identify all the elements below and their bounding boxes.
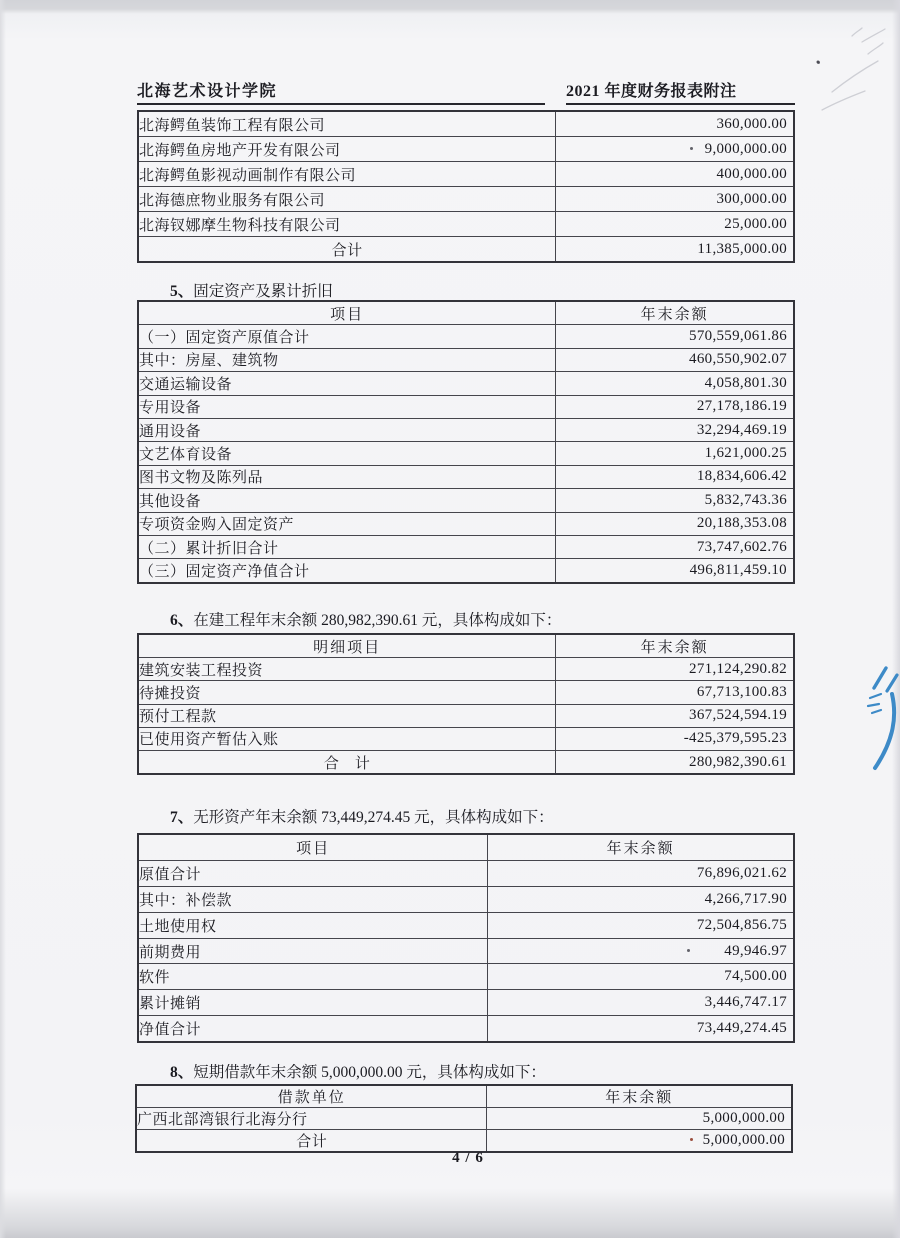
table-row [138,395,794,418]
table-row [136,1108,792,1130]
item-label-cell: 合 计 [138,750,556,774]
table-row [138,512,794,535]
table-row [138,348,794,371]
section6-heading [170,611,561,631]
item-label-cell: 北海鳄鱼装饰工程有限公司 [138,111,556,137]
table-row [136,1130,792,1153]
table-row [138,1016,794,1042]
amount-cell: 73,747,602.76 [556,535,794,558]
fixed-assets-table [137,300,795,584]
amount-cell: 4,266,717.90 [488,886,794,912]
item-label-cell: 合计 [136,1130,487,1153]
item-label-cell: 建筑安装工程投资 [138,658,556,681]
table-header-row [138,301,794,325]
table-row [138,489,794,512]
item-label-cell: （二）累计折旧合计 [138,535,556,558]
table-row [138,727,794,750]
item-label-cell: 原值合计 [138,860,488,886]
column-header: 明细项目 [138,634,556,658]
table-row [138,325,794,348]
short-term-loans-table [135,1084,793,1153]
amount-cell: 27,178,186.19 [556,395,794,418]
column-header: 项目 [138,301,556,325]
column-header: 年末余额 [488,834,794,860]
table-row [138,465,794,488]
amount-cell: 496,811,459.10 [556,559,794,583]
item-label-cell: 北海鳄鱼影视动画制作有限公司 [138,162,556,187]
table-row [138,681,794,704]
section5-title: 固定资产及累计折旧 [193,283,333,300]
section8-title: 短期借款年末余额 5,000,000.00 元，具体构成如下： [193,1064,546,1081]
amount-cell: 25,000.00 [556,212,794,237]
table-row [138,559,794,583]
ink-speck [690,147,693,150]
financial-table [137,633,795,775]
table-row [138,704,794,727]
amount-cell: 5,000,000.00 [487,1108,792,1130]
amount-cell: 460,550,902.07 [556,348,794,371]
item-label-cell: 其中：房屋、建筑物 [138,348,556,371]
column-header: 项目 [138,834,488,860]
item-label-cell: 前期费用 [138,938,488,964]
page-left-edge-shadow [0,0,6,1238]
section7-title: 无形资产年末余额 73,449,274.45 元，具体构成如下： [193,809,554,826]
amount-cell: 271,124,290.82 [556,658,794,681]
amount-cell: 367,524,594.19 [556,704,794,727]
amount-cell: 20,188,353.08 [556,512,794,535]
table-row [138,658,794,681]
table-row [138,111,794,137]
amount-cell: 570,559,061.86 [556,325,794,348]
column-header: 年末余额 [487,1085,792,1108]
item-label-cell: 土地使用权 [138,912,488,938]
table-row [138,860,794,886]
section7-heading [170,808,554,828]
amount-cell: 5,000,000.00 [487,1130,792,1153]
header-report-title: 2021 年度财务报表附注 [566,80,795,105]
item-label-cell: 专项资金购入固定资产 [138,512,556,535]
table-row [138,418,794,441]
amount-cell: 74,500.00 [488,964,794,990]
section6-number: 6、 [170,612,194,629]
ink-speck [817,61,820,64]
financial-table [135,1084,793,1153]
amount-cell: 76,896,021.62 [488,860,794,886]
amount-cell: 67,713,100.83 [556,681,794,704]
item-label-cell: 预付工程款 [138,704,556,727]
table-row [138,750,794,774]
table-row [138,912,794,938]
ink-speck [690,1138,693,1141]
ink-speck [687,949,690,952]
section5-heading [170,282,333,302]
item-label-cell: 软件 [138,964,488,990]
item-label-cell: 合计 [138,237,556,263]
amount-cell: 49,946.97 [488,938,794,964]
amount-cell: 400,000.00 [556,162,794,187]
section8-heading [170,1063,546,1083]
item-label-cell: 净值合计 [138,1016,488,1042]
amount-cell: 11,385,000.00 [556,237,794,263]
column-header: 年末余额 [556,634,794,658]
table-row [138,137,794,162]
amount-cell: 280,982,390.61 [556,750,794,774]
item-label-cell: 待摊投资 [138,681,556,704]
item-label-cell: 累计摊销 [138,990,488,1016]
item-label-cell: 交通运输设备 [138,372,556,395]
item-label-cell: 专用设备 [138,395,556,418]
section5-number: 5、 [170,283,194,300]
amount-cell: 5,832,743.36 [556,489,794,512]
column-header: 年末余额 [556,301,794,325]
item-label-cell: 已使用资产暂估入账 [138,727,556,750]
item-label-cell: （一）固定资产原值合计 [138,325,556,348]
column-header: 借款单位 [136,1085,487,1108]
amount-cell: 32,294,469.19 [556,418,794,441]
equity-investments-table [137,110,795,263]
table-row [138,535,794,558]
table-row [138,237,794,263]
footer-page-number: 4 / 6 [452,1150,484,1166]
item-label-cell: 北海钗娜摩生物科技有限公司 [138,212,556,237]
item-label-cell: 其他设备 [138,489,556,512]
table-row [138,886,794,912]
amount-cell: 300,000.00 [556,187,794,212]
amount-cell: 73,449,274.45 [488,1016,794,1042]
item-label-cell: 北海德庶物业服务有限公司 [138,187,556,212]
header-school-name: 北海艺术设计学院 [137,80,545,105]
financial-table [137,300,795,584]
table-row [138,372,794,395]
item-label-cell: 文艺体育设备 [138,442,556,465]
table-row [138,938,794,964]
table-row [138,162,794,187]
table-row [138,212,794,237]
amount-cell: -425,379,595.23 [556,727,794,750]
amount-cell: 3,446,747.17 [488,990,794,1016]
amount-cell: 360,000.00 [556,111,794,137]
table-row [138,442,794,465]
section8-number: 8、 [170,1064,194,1081]
amount-cell: 18,834,606.42 [556,465,794,488]
table-row [138,990,794,1016]
construction-in-progress-table [137,633,795,775]
intangible-assets-table [137,833,795,1043]
amount-cell: 72,504,856.75 [488,912,794,938]
table-row [138,964,794,990]
blue-pen-mark [856,664,900,774]
table-header-row [138,634,794,658]
financial-table [137,110,795,263]
amount-cell: 9,000,000.00 [556,137,794,162]
page-right-edge-shadow [892,0,900,1238]
item-label-cell: 通用设备 [138,418,556,441]
amount-cell: 4,058,801.30 [556,372,794,395]
item-label-cell: 广西北部湾银行北海分行 [136,1108,487,1130]
item-label-cell: 其中：补偿款 [138,886,488,912]
section6-title: 在建工程年末余额 280,982,390.61 元，具体构成如下： [193,612,562,629]
financial-table [137,833,795,1043]
item-label-cell: 图书文物及陈列品 [138,465,556,488]
table-header-row [136,1085,792,1108]
item-label-cell: （三）固定资产净值合计 [138,559,556,583]
pencil-smudge [792,22,892,122]
amount-cell: 1,621,000.25 [556,442,794,465]
table-header-row [138,834,794,860]
table-row [138,187,794,212]
section7-number: 7、 [170,809,194,826]
item-label-cell: 北海鳄鱼房地产开发有限公司 [138,137,556,162]
